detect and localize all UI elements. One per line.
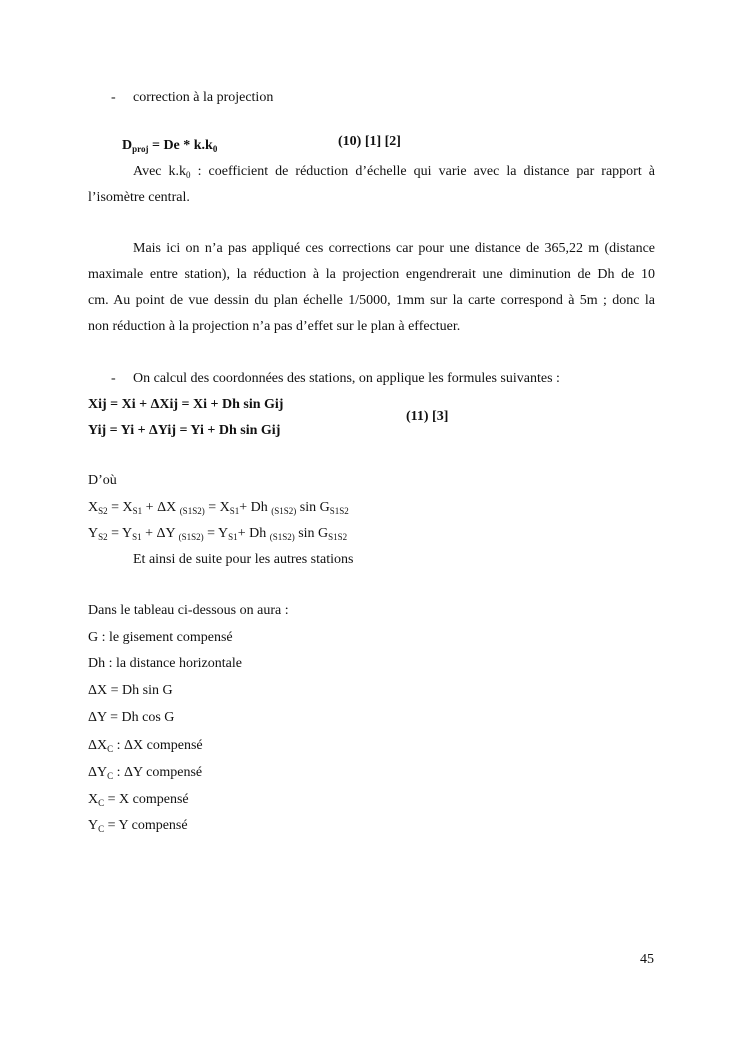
- legend-dyc: $\Delta Y_C$ : ΔY compensé: [88, 765, 203, 781]
- bullet-dash-2: -: [111, 371, 116, 386]
- legend-xc: $X_C = X$ compensé: [88, 792, 189, 808]
- legend-intro: Dans le tableau ci-dessous on aura :: [88, 603, 289, 618]
- formula-dproj: $D_{proj} = De * k.k_0$: [122, 138, 218, 154]
- page-number: 45: [640, 952, 654, 967]
- bullet-dash: -: [111, 90, 116, 105]
- legend-dx: ΔX = Dh sin G: [88, 683, 173, 698]
- bullet-text-coordinates: On calcul des coordonnées des stations, on applique les formules suivantes :: [133, 371, 560, 386]
- formula-dproj-refs: (10) [1] [2]: [338, 134, 401, 149]
- paragraph-line-3: cm. Au point de vue dessin du plan échelle 1/5000, 1mm sur la carte correspond à 5m ; donc la: [88, 293, 655, 308]
- formula-xij: Xij = Xi + ΔXij = Xi + Dh sin Gij: [88, 397, 284, 412]
- formula-refs-2: (11) [3]: [406, 409, 449, 424]
- et-ainsi-line: Et ainsi de suite pour les autres stations: [133, 552, 354, 567]
- paragraph-line-1: Mais ici on n’a pas appliqué ces corrections car pour une distance de 365,22 m (distance: [133, 241, 655, 256]
- bullet-text-projection: correction à la projection: [133, 90, 274, 105]
- formula-xs2: $X_{S2} = X_{S1} + \Delta X$ $_{(S1S2)} = X_{S1}+ Dh$ $_{(S1S2)}$ $\sin G_{S1S2}$: [88, 500, 349, 516]
- paragraph-line-2: maximale entre station), la réduction à la projection engendrerait une diminution de Dh de 10: [88, 267, 655, 282]
- legend-dh: Dh : la distance horizontale: [88, 656, 242, 671]
- formula-ys2: $Y_{S2} = Y_{S1} + \Delta Y$ $_{(S1S2)} = Y_{S1}+ Dh$ $_{(S1S2)}$ $\sin G_{S1S2}$: [88, 526, 348, 542]
- formula-yij: Yij = Yi + ΔYij = Yi + Dh sin Gij: [88, 423, 281, 438]
- legend-dy: ΔY = Dh cos G: [88, 710, 175, 725]
- dou-label: D’où: [88, 473, 117, 488]
- legend-dxc: $\Delta X_C$ : ΔX compensé: [88, 738, 203, 754]
- legend-g: G : le gisement compensé: [88, 630, 233, 645]
- avec-line-2: l’isomètre central.: [88, 190, 190, 205]
- paragraph-line-4: non réduction à la projection n’a pas d’effet sur le plan à effectuer.: [88, 319, 461, 334]
- avec-line-1: Avec $k.k_0$ : coefficient de réduction d’échelle qui varie avec la distance par rapport à: [133, 164, 655, 180]
- legend-yc: $Y_C = Y$ compensé: [88, 818, 188, 834]
